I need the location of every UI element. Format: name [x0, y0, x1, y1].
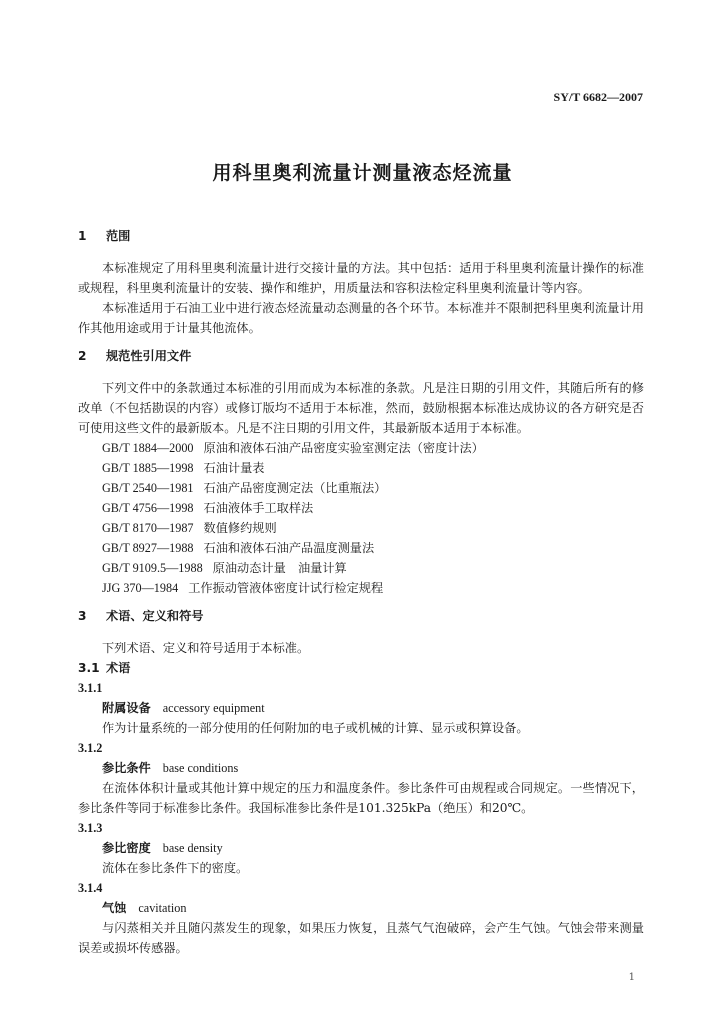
term-definition: 流体在参比条件下的密度。 — [102, 861, 249, 875]
term-definition: 在流体体积计量或其他计算中规定的压力和温度条件。参比条件可由规程或合同规定。一些情况下，参比条件等同于标准参比条件。我国标准参比条件是101.325kPa（绝压）和20℃。 — [78, 781, 644, 815]
paragraph: 下列术语、定义和符号适用于本标准。 — [102, 641, 310, 655]
paragraph: 本标准规定了用科里奥利流量计进行交接计量的方法。其中包括：适用于科里奥利流量计操作的标准或规程，科里奥利流量计的安装、操作和维护，用质量法和容积法检定科里奥利流量计等内容。 — [78, 261, 644, 295]
term-name — [102, 698, 644, 718]
reference-item — [102, 458, 644, 478]
section-heading — [78, 606, 644, 626]
reference-list — [78, 438, 644, 598]
reference-code: GB/T 4756—1998 — [102, 501, 194, 515]
term-number: 3.1.2 — [78, 741, 103, 755]
reference-item — [102, 558, 644, 578]
section-title: 术语、定义和符号 — [106, 609, 204, 623]
term-name — [102, 898, 644, 918]
term-number: 3.1.4 — [78, 881, 103, 895]
subsection-number: 3.1 — [78, 661, 100, 675]
term-name — [102, 838, 644, 858]
term-number: 3.1.1 — [78, 681, 103, 695]
reference-item — [102, 578, 644, 598]
document-body — [78, 226, 644, 958]
term-name — [102, 758, 644, 778]
reference-code: GB/T 8170—1987 — [102, 521, 194, 535]
section-heading — [78, 346, 644, 366]
reference-title: 石油计量表 — [203, 461, 265, 475]
term-entry — [78, 738, 644, 818]
term-entry — [78, 678, 644, 738]
paragraph: 本标准适用于石油工业中进行液态烃流量动态测量的各个环节。本标准并不限制把科里奥利流量计用作其他用途或用于计量其他流体。 — [78, 301, 644, 335]
term-zh: 参比条件 — [102, 761, 151, 775]
reference-title: 原油动态计量 油量计算 — [212, 561, 347, 575]
section-terms-definitions — [78, 606, 644, 958]
term-entry — [78, 878, 644, 958]
subsection-heading — [78, 658, 644, 678]
reference-item — [102, 518, 644, 538]
reference-code: GB/T 1884—2000 — [102, 441, 194, 455]
reference-item — [102, 438, 644, 458]
term-en: base conditions — [162, 761, 239, 775]
reference-code: JJG 370—1984 — [102, 581, 179, 595]
section-heading — [78, 226, 644, 246]
term-zh: 附属设备 — [102, 701, 151, 715]
reference-title: 石油液体手工取样法 — [203, 501, 314, 515]
reference-title: 石油和液体石油产品温度测量法 — [203, 541, 375, 555]
document-title: 用科里奥利流量计测量液态烃流量 — [212, 162, 513, 184]
reference-title: 原油和液体石油产品密度实验室测定法（密度计法） — [203, 441, 484, 455]
reference-item — [102, 498, 644, 518]
term-entry — [78, 818, 644, 878]
section-normative-references — [78, 346, 644, 598]
reference-item — [102, 538, 644, 558]
term-en: base density — [162, 841, 223, 855]
standard-number: SY/T 6682—2007 — [553, 90, 643, 104]
subsection-title: 术语 — [106, 661, 131, 675]
term-zh: 气蚀 — [102, 901, 127, 915]
section-number: 2 — [78, 349, 87, 363]
reference-title: 石油产品密度测定法（比重瓶法） — [203, 481, 387, 495]
reference-title: 工作振动管液体密度计试行检定规程 — [188, 581, 384, 595]
reference-code: GB/T 9109.5—1988 — [102, 561, 203, 575]
reference-item — [102, 478, 644, 498]
paragraph: 下列文件中的条款通过本标准的引用而成为本标准的条款。凡是注日期的引用文件，其随后所有的修改单（不包括勘误的内容）或修订版均不适用于本标准，然而，鼓励根据本标准达成协议的各方研究是否可使用这些文件的最新版本。凡是不注日期的引用文件，其最新版本适用于本标准。 — [78, 381, 644, 435]
section-title: 范围 — [106, 229, 131, 243]
term-number: 3.1.3 — [78, 821, 103, 835]
reference-code: GB/T 1885—1998 — [102, 461, 194, 475]
reference-code: GB/T 8927—1988 — [102, 541, 194, 555]
term-zh: 参比密度 — [102, 841, 151, 855]
page-number: 1 — [628, 972, 635, 983]
section-number: 1 — [78, 229, 87, 243]
reference-title: 数值修约规则 — [203, 521, 277, 535]
term-en: cavitation — [138, 901, 187, 915]
term-definition: 作为计量系统的一部分使用的任何附加的电子或机械的计算、显示或积算设备。 — [102, 721, 529, 735]
reference-code: GB/T 2540—1981 — [102, 481, 194, 495]
section-scope — [78, 226, 644, 338]
section-title: 规范性引用文件 — [106, 349, 192, 363]
term-definition: 与闪蒸相关并且随闪蒸发生的现象，如果压力恢复，且蒸气气泡破碎，会产生气蚀。气蚀会带来测量误差或损坏传感器。 — [78, 921, 644, 955]
term-en: accessory equipment — [162, 701, 265, 715]
section-number: 3 — [78, 609, 87, 623]
